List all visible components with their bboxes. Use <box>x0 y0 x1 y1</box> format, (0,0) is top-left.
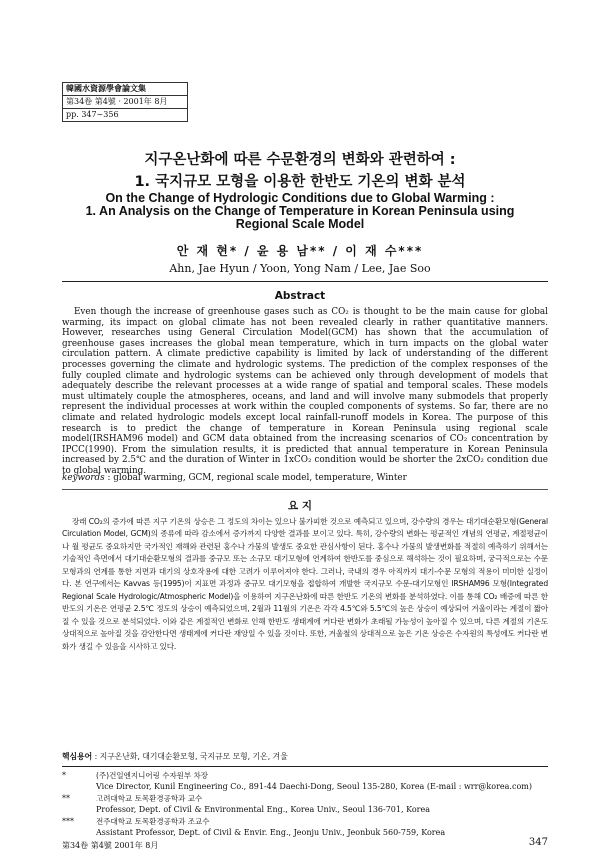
keywords-text: : global warming, GCM, regional scale model, temperature, Winter <box>104 473 407 483</box>
footer-volume: 第34卷 第4號 2001年 8月 <box>62 841 159 850</box>
footnote-affiliation-ko: (주)건일엔지니어링 수자원부 차장 <box>96 771 209 780</box>
authors-english: Ahn, Jae Hyun / Yoon, Yong Nam / Lee, Jae Soo <box>169 262 431 275</box>
keywords-label: keywords <box>62 473 105 483</box>
footnote-divider <box>62 766 548 767</box>
summary-keywords-label: 핵심용어 <box>62 752 93 761</box>
footnote-affiliation-ko: 전주대학교 토목환경공학과 조교수 <box>96 817 210 826</box>
footnote-mark: ** <box>62 794 70 803</box>
authors-korean: 안 재 현* / 윤 용 남** / 이 재 수*** <box>176 244 424 258</box>
summary-keywords <box>62 751 548 762</box>
journal-volume-issue: 第34卷 第4號 · 2001年 8月 <box>63 96 187 109</box>
summary-text: 장래 CO₂의 증가에 따른 지구 기온의 상승은 그 정도의 차이는 있으나 불가피한 것으로 예측되고 있으며, 강수량의 경우는 대기대순환모형(General Circulation Model, GCM)의 종류에 따라 감소에서 증가까지 다양한 결과를 보이고 있다. 특히, 강수량의 변화는 평균적인 개념의 연평균, 계절평균이나 월 평균도 중요하지만 국가적인 재해와 관련된 홍수나 가뭄의 발생도 중요한 관심사항이 된다. 홍수나 가뭄의 발생변화를 적절히 예측하기 위해서는 기술적인 측면에서 대기대순환모형의 결과를 중규모 또는 소규모 대기모형에 연계하여 한반도를 중심으로 해석하는 것이 필요하며, 궁극적으로는 수문 모형과의 연계를 통한 지면과 대기의 상호작용에 대한 고려가 이루어져야 한다. 그러나, 국내의 경우 아직까지 대기-수문 모형의 적용이 미미한 실정이다. 본 연구에서는 Kavvas 등(1995)이 지표면 과정과 중규모 대기모형을 접합하여 개발한 국지규모 수문-대기모형인 IRSHAM96 모형(Integrated Regional Scale Hydrologic/Atmospheric Model)을 이용하여 지구온난화에 따른 한반도 기온의 변화를 분석하였다. 이를 통해 CO₂ 배증에 따른 한반도의 기온은 연평균 2.5℃ 정도의 상승이 예측되었으며, 2월과 11월의 기온은 각각 4.5℃와 5.5℃의 높은 상승이 예상되어 겨울이라는 계절이 짧아질 수 있을 것으로 분석되었다. 이와 같은 계절적인 변화로 인해 한반도 생태계에 커다란 변화가 초래될 가능성이 높아질 수 있으며, 다른 계절의 기온도 상대적으로 높아질 것을 감안한다면 생태계에 커다란 재앙일 수 있을 것이다. 또한, 겨울철의 상대적으로 높은 기온 상승은 수자원의 특성에도 커다란 변화가 생길 수 있음을 시사하고 있다. <box>62 517 548 651</box>
journal-info-box <box>62 82 188 122</box>
abstract-heading: Abstract <box>274 290 326 302</box>
title-english-line-2: 1. An Analysis on the Change of Temperature in Korean Peninsula using <box>85 204 515 218</box>
footnote-2 <box>62 793 548 815</box>
footnote-3 <box>62 816 548 838</box>
journal-name: 韓國水資源學會論文集 <box>63 83 187 96</box>
footnote-affiliation-en: Vice Director, Kunil Engineering Co., 891-44 Daechi-Dong, Seoul 135-280, Korea (E-mail : wrr@korea.com) <box>96 782 532 791</box>
summary-keywords-text: : 지구온난화, 대기대순환모형, 국지규모 모형, 기온, 겨울 <box>92 752 288 761</box>
journal-pages: pp. 347∼356 <box>66 110 119 119</box>
title-english-line-1: On the Change of Hydrologic Conditions due to Global Warming : <box>105 191 495 205</box>
footnote-affiliation-ko: 고려대학교 토목환경공학과 교수 <box>96 794 203 803</box>
top-divider <box>62 281 548 282</box>
footnote-mark: *** <box>62 817 74 826</box>
footnote-affiliation-en: Assistant Professor, Dept. of Civil & Envir. Eng., Jeonju Univ., Jeonbuk 560-759, Korea <box>96 828 446 837</box>
abstract-text: Even though the increase of greenhouse gases such as CO₂ is thought to be the main cause for global warming, its impact on global climate has not been revealed clearly in rather quantitative manners. However, researches using General Circulation Model(GCM) has shown that the accumulation of greenhouse gases increases the global mean temperature, which in turn impacts on the global water circulation pattern. A climate predictive capability is limited by lack of understanding of the different processes governing the climate and hydrologic systems. The prediction of the complex responses of the fully coupled climate and hydrologic systems can be achieved only through development of models that adequately describe the relevant processes at a wide range of spatial and temporal scales. These models must ultimately couple the atmospheres, oceans, and land and will involve many submodels that properly represent the individual processes at work within the coupled components of systems. So far, there are no climate and related hydrologic models except local rainfall-runoff models in Korea. The purpose of this research is to predict the change of temperature in Korean Peninsula using regional scale model(IRSHAM96 model) and GCM data obtained from the increasing scenarios of CO₂ concentration by IPCC(1990). From the simulation results, it is predicted that annual temperature in Korean Peninsula increased by 2.5℃ and the duration of Winter in 1xCO₂ condition would be shorter the 2xCO₂ condition due to global warming. <box>62 307 548 476</box>
page-number: 347 <box>528 837 548 848</box>
footnote-1 <box>62 770 548 792</box>
title-korean-line-2: 1. 국지규모 모형을 이용한 한반도 기온의 변화 분석 <box>134 174 466 190</box>
abstract-keywords <box>62 473 548 484</box>
footnote-mark: * <box>62 771 66 780</box>
title-english-line-3: Regional Scale Model <box>235 217 365 231</box>
summary-divider <box>62 489 548 490</box>
title-korean-line-1: 지구온난화에 따른 수문환경의 변화와 관련하여 : <box>144 152 456 168</box>
summary-heading: 요 지 <box>288 500 312 512</box>
footnote-affiliation-en: Professor, Dept. of Civil & Environmental Eng., Korea Univ., Seoul 136-701, Korea <box>96 805 430 814</box>
